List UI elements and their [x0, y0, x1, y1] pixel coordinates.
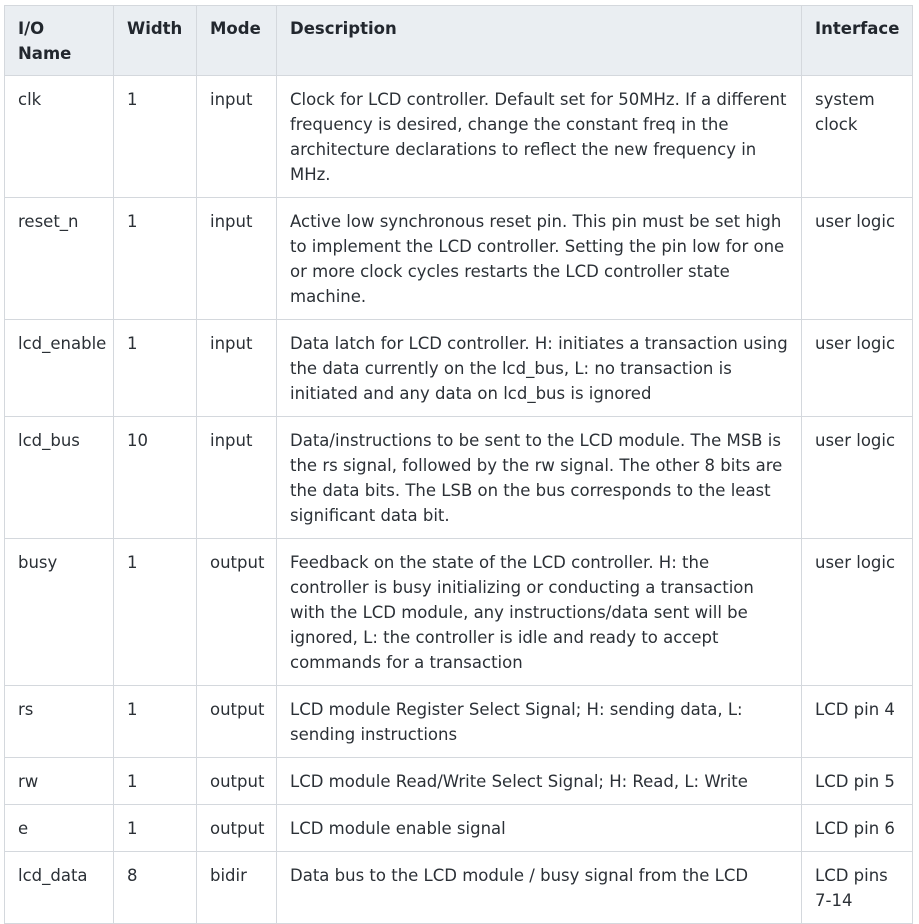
- cell-width: 1: [114, 76, 197, 198]
- cell-description: Feedback on the state of the LCD controller. H: the controller is busy initializing or conducting a transaction with the LCD module, any instructions/data sent will be ignored, L: the controller is idle and ready to accept commands for a transaction: [277, 539, 802, 686]
- cell-description: LCD module Read/Write Select Signal; H: Read, L: Write: [277, 758, 802, 805]
- cell-interface: user logic: [802, 320, 913, 417]
- cell-mode: input: [197, 76, 277, 198]
- cell-io-name: e: [5, 805, 114, 852]
- cell-description: Active low synchronous reset pin. This pin must be set high to implement the LCD controller. Setting the pin low for one or more clock cycles restarts the LCD controller state machine.: [277, 198, 802, 320]
- header-interface: Interface: [802, 6, 913, 76]
- table-row: [5, 320, 913, 417]
- cell-width: 1: [114, 198, 197, 320]
- table-row: [5, 539, 913, 686]
- table-row: [5, 852, 913, 924]
- table-row: [5, 805, 913, 852]
- cell-mode: input: [197, 417, 277, 539]
- cell-width: 10: [114, 417, 197, 539]
- cell-description: Data bus to the LCD module / busy signal from the LCD: [277, 852, 802, 924]
- cell-io-name: clk: [5, 76, 114, 198]
- table-row: [5, 417, 913, 539]
- cell-description: Clock for LCD controller. Default set for 50MHz. If a different frequency is desired, change the constant freq in the architecture declarations to reflect the new frequency in MHz.: [277, 76, 802, 198]
- cell-interface: system clock: [802, 76, 913, 198]
- table-row: [5, 198, 913, 320]
- cell-width: 1: [114, 539, 197, 686]
- cell-io-name: rs: [5, 686, 114, 758]
- cell-width: 1: [114, 805, 197, 852]
- cell-width: 8: [114, 852, 197, 924]
- table-row: [5, 758, 913, 805]
- header-description: Description: [277, 6, 802, 76]
- cell-width: 1: [114, 686, 197, 758]
- cell-interface: LCD pin 5: [802, 758, 913, 805]
- table-row: [5, 686, 913, 758]
- cell-mode: output: [197, 758, 277, 805]
- header-mode: Mode: [197, 6, 277, 76]
- cell-interface: LCD pin 4: [802, 686, 913, 758]
- cell-mode: input: [197, 320, 277, 417]
- header-width: Width: [114, 6, 197, 76]
- cell-description: Data latch for LCD controller. H: initiates a transaction using the data currently on the lcd_bus, L: no transaction is initiated and any data on lcd_bus is ignored: [277, 320, 802, 417]
- cell-io-name: lcd_enable: [5, 320, 114, 417]
- cell-mode: output: [197, 805, 277, 852]
- cell-mode: output: [197, 539, 277, 686]
- cell-io-name: lcd_bus: [5, 417, 114, 539]
- cell-interface: LCD pins 7-14: [802, 852, 913, 924]
- cell-width: 1: [114, 320, 197, 417]
- cell-interface: user logic: [802, 198, 913, 320]
- table-row: [5, 76, 913, 198]
- cell-description: LCD module enable signal: [277, 805, 802, 852]
- cell-description: Data/instructions to be sent to the LCD module. The MSB is the rs signal, followed by the rw signal. The other 8 bits are the data bits. The LSB on the bus corresponds to the least significant data bit.: [277, 417, 802, 539]
- cell-interface: user logic: [802, 539, 913, 686]
- cell-description: LCD module Register Select Signal; H: sending data, L: sending instructions: [277, 686, 802, 758]
- cell-io-name: reset_n: [5, 198, 114, 320]
- cell-io-name: rw: [5, 758, 114, 805]
- cell-mode: input: [197, 198, 277, 320]
- cell-interface: user logic: [802, 417, 913, 539]
- table-header-row: [5, 6, 913, 76]
- cell-interface: LCD pin 6: [802, 805, 913, 852]
- io-port-table: [4, 5, 913, 924]
- cell-io-name: lcd_data: [5, 852, 114, 924]
- cell-width: 1: [114, 758, 197, 805]
- header-io-name: I/O Name: [5, 6, 114, 76]
- cell-mode: bidir: [197, 852, 277, 924]
- cell-io-name: busy: [5, 539, 114, 686]
- cell-mode: output: [197, 686, 277, 758]
